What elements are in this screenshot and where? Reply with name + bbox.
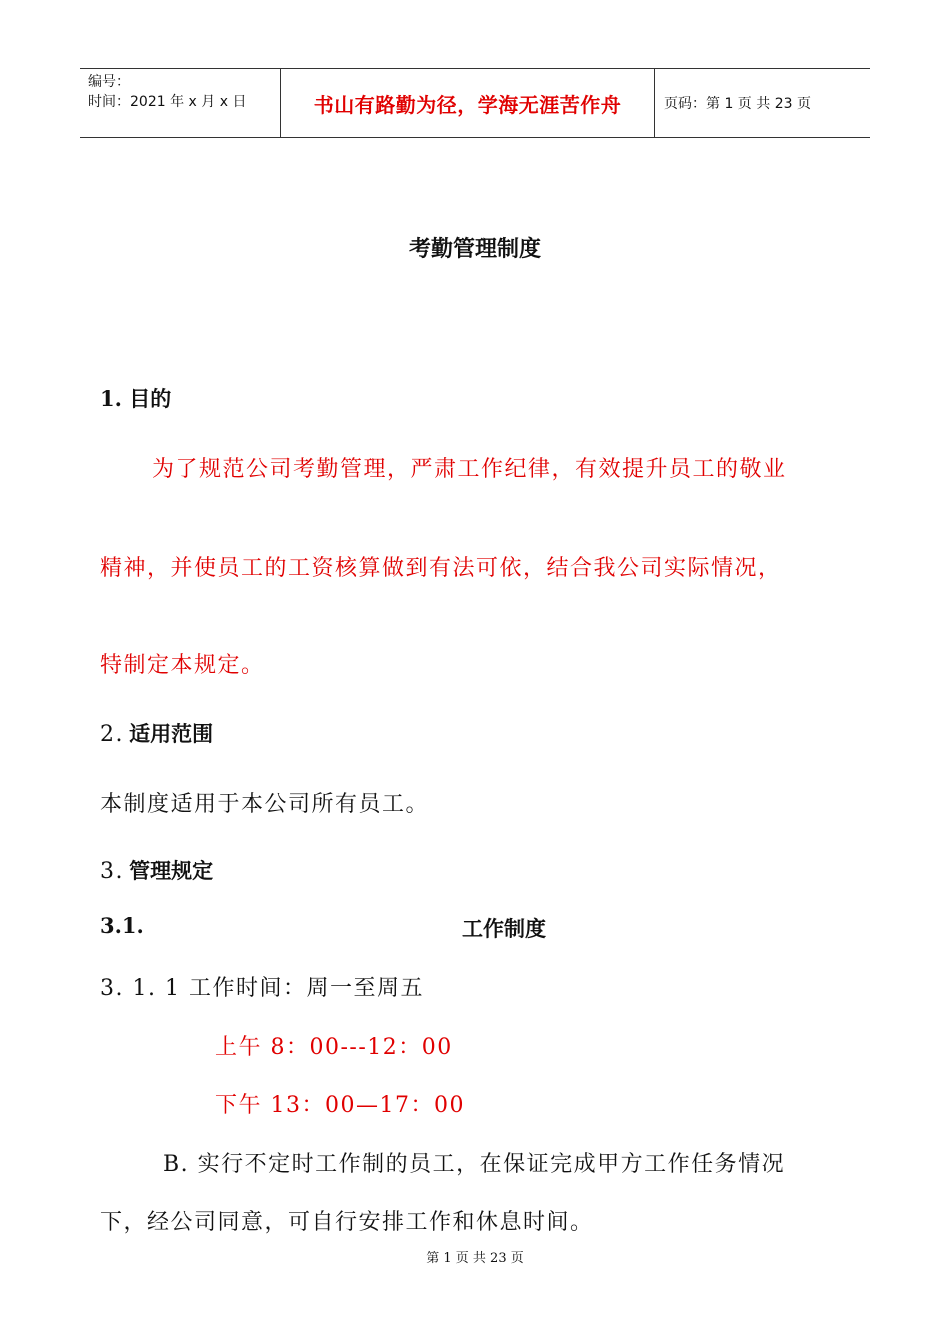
section-1-heading: 1. 目的 (100, 386, 172, 411)
flexible-line-2: 下，经公司同意，可自行安排工作和休息时间。 (100, 1210, 594, 1235)
header-meta (80, 69, 281, 137)
purpose-line-2: 精神，并使员工的工资核算做到有法可依，结合我公司实际情况， (100, 556, 782, 581)
scope-text: 本制度适用于本公司所有员工。 (100, 792, 430, 817)
header-motto: 书山有路勤为径，学海无涯苦作舟 (313, 92, 622, 117)
header-page-info: 页码：第 1 页 共 23 页 (664, 96, 811, 112)
section-3-heading (100, 855, 213, 885)
section-3-number: 3. (100, 859, 124, 884)
section-2-title: 适用范围 (129, 721, 214, 746)
header-code: 编号： (88, 74, 130, 90)
header-motto-cell (281, 69, 655, 137)
section-2-heading (100, 718, 213, 748)
page-header (80, 68, 870, 138)
work-hours-line: 3. 1. 1 工作时间：周一至周五 (100, 976, 424, 1001)
purpose-line-1: 为了规范公司考勤管理，严肃工作纪律，有效提升员工的敬业 (152, 457, 787, 482)
section-3-1-number: 3.1. (100, 913, 144, 938)
section-3-1-title: 工作制度 (462, 916, 546, 941)
page-footer: 第 1 页 共 23 页 (426, 1251, 524, 1266)
header-page-info-cell (655, 69, 870, 137)
flexible-line-1: B. 实行不定时工作制的员工，在保证完成甲方工作任务情况 (163, 1152, 786, 1177)
afternoon-hours: 下午 13：00—17：00 (215, 1093, 465, 1118)
header-time: 时间：2021 年 x 月 x 日 (88, 94, 247, 110)
section-2-number: 2. (100, 722, 124, 747)
document-title: 考勤管理制度 (408, 237, 541, 262)
section-3-title: 管理规定 (129, 858, 214, 883)
morning-hours: 上午 8：00---12：00 (215, 1035, 453, 1060)
purpose-line-3: 特制定本规定。 (100, 653, 265, 678)
